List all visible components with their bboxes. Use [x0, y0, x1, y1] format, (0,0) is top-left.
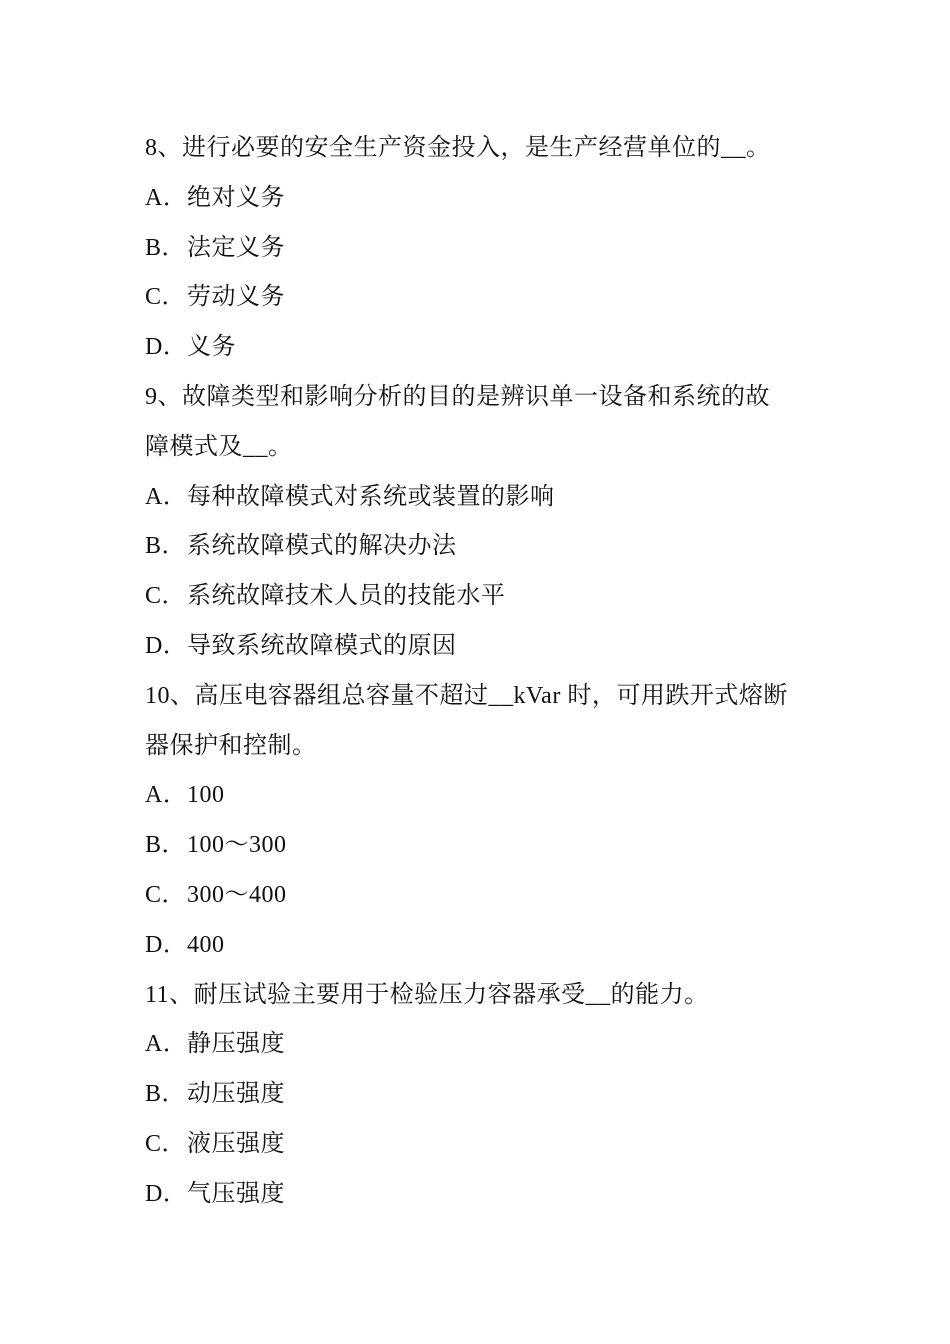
option-letter: A．: [145, 782, 188, 809]
option-letter: A．: [145, 184, 188, 211]
option-text: 400: [187, 931, 225, 958]
option-text: 导致系统故障模式的原因: [187, 632, 457, 659]
question-11-option-d: [145, 1170, 810, 1220]
option-letter: C．: [145, 1130, 187, 1157]
question-9-stem-line-1: 9、故障类型和影响分析的目的是辨识单一设备和系统的故: [145, 383, 770, 410]
question-8-option-d: [145, 323, 810, 373]
option-letter: A．: [145, 483, 188, 510]
option-text: 静压强度: [187, 1031, 285, 1058]
option-text: 义务: [187, 334, 236, 361]
option-letter: C．: [145, 284, 187, 311]
option-letter: B．: [145, 832, 187, 859]
option-text: 300～400: [187, 881, 287, 908]
option-text: 系统故障技术人员的技能水平: [187, 583, 506, 610]
question-10-stem-line-1: 10、高压电容器组总容量不超过__kVar 时，可用跌开式熔断: [145, 682, 788, 709]
question-10-option-d: [145, 921, 810, 971]
question-9-option-a: [145, 473, 810, 523]
option-text: 劳动义务: [187, 284, 285, 311]
option-text: 气压强度: [187, 1180, 285, 1207]
question-8-option-a: [145, 174, 810, 224]
option-letter: C．: [145, 881, 187, 908]
question-8-stem: 8、进行必要的安全生产资金投入，是生产经营单位的__。: [145, 135, 771, 161]
question-9-option-b: [145, 522, 810, 572]
option-text: 绝对义务: [187, 184, 285, 211]
question-8-option-b: [145, 224, 810, 274]
question-list: [145, 124, 810, 1220]
question-11-option-b: [145, 1070, 810, 1120]
option-letter: D．: [145, 931, 188, 958]
option-letter: D．: [145, 632, 188, 659]
option-letter: B．: [145, 1081, 187, 1108]
question-10-stem-line-2: 器保护和控制。: [145, 732, 317, 759]
option-text: 法定义务: [187, 234, 285, 261]
question-11-stem: 11、耐压试验主要用于检验压力容器承受__的能力。: [145, 981, 709, 1008]
question-10-option-a: [145, 771, 810, 821]
option-text: 100: [187, 782, 225, 809]
option-letter: A．: [145, 1031, 188, 1058]
option-text: 100～300: [187, 832, 287, 859]
option-text: 每种故障模式对系统或装置的影响: [187, 483, 555, 510]
question-9-option-d: [145, 622, 810, 672]
question-9-stem-line-2: 障模式及__。: [145, 433, 293, 460]
question-9-option-c: [145, 572, 810, 622]
option-text: 液压强度: [187, 1130, 285, 1157]
question-11-option-c: [145, 1120, 810, 1170]
option-text: 系统故障模式的解决办法: [187, 533, 457, 560]
option-letter: B．: [145, 533, 187, 560]
question-10-option-b: [145, 821, 810, 871]
question-8-option-c: [145, 273, 810, 323]
option-text: 动压强度: [187, 1081, 285, 1108]
option-letter: C．: [145, 583, 187, 610]
option-letter: D．: [145, 1180, 188, 1207]
option-letter: D．: [145, 334, 188, 361]
question-11-option-a: [145, 1020, 810, 1070]
option-letter: B．: [145, 234, 187, 261]
question-10-option-c: [145, 871, 810, 921]
